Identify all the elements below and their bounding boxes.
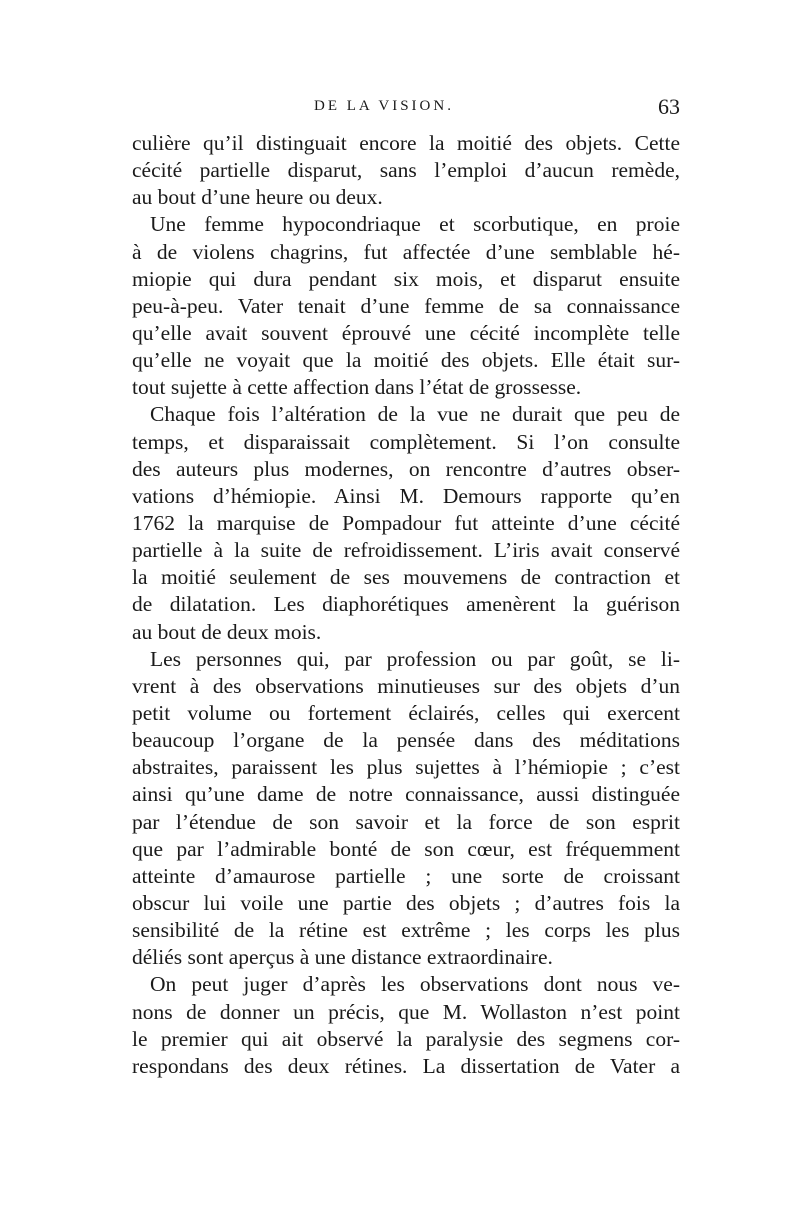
page-number: 63 xyxy=(658,94,680,119)
text-line: la moitié seulement de ses mouvemens de contraction et xyxy=(132,565,680,590)
text-line: Chaque fois l’altération de la vue ne durait que peu de xyxy=(150,402,680,427)
text-line: Une femme hypocondriaque et scorbutique, en proie xyxy=(150,212,680,237)
text-line: à de violens chagrins, fut affectée d’une semblable hé- xyxy=(132,239,680,264)
text-line: vations d’hémiopie. Ainsi M. Demours rapporte qu’en xyxy=(132,483,680,508)
text-line: abstraites, paraissent les plus sujettes à l’hémiopie ; c’est xyxy=(132,755,680,780)
text-line: partielle à la suite de refroidissement. L’iris avait conservé xyxy=(132,538,680,563)
text-line: peu-à-peu. Vater tenait d’une femme de sa connaissance xyxy=(132,293,680,318)
text-line: des auteurs plus modernes, on rencontre d’autres obser- xyxy=(132,456,680,481)
text-line: ainsi qu’une dame de notre connaissance, aussi distinguée xyxy=(132,782,680,807)
text-line: déliés sont aperçus à une distance extraordinaire. xyxy=(132,945,553,970)
text-line: petit volume ou fortement éclairés, celles qui exercent xyxy=(132,700,680,725)
running-head: DE LA VISION. xyxy=(314,98,454,114)
text-line: cécité partielle disparut, sans l’emploi d’aucun remède, xyxy=(132,158,680,183)
text-line: de dilatation. Les diaphorétiques amenèrent la guérison xyxy=(132,592,680,617)
text-line: beaucoup l’organe de la pensée dans des méditations xyxy=(132,728,680,753)
page-header xyxy=(132,94,680,128)
text-line: vrent à des observations minutieuses sur des objets d’un xyxy=(132,673,680,698)
text-line: temps, et disparaissait complètement. Si l’on consulte xyxy=(132,429,680,454)
text-line: Les personnes qui, par profession ou par goût, se li- xyxy=(150,646,680,671)
text-line: culière qu’il distinguait encore la moitié des objets. Cette xyxy=(132,131,680,155)
text-line: nons de donner un précis, que M. Wollaston n’est point xyxy=(132,999,680,1024)
text-line: miopie qui dura pendant six mois, et disparut ensuite xyxy=(132,266,680,291)
text-line: au bout de deux mois. xyxy=(132,619,322,644)
text-line: par l’étendue de son savoir et la force de son esprit xyxy=(132,809,680,834)
text-line: que par l’admirable bonté de son cœur, est fréquemment xyxy=(132,836,680,861)
text-line: au bout d’une heure ou deux. xyxy=(132,185,383,210)
text-line: tout sujette à cette affection dans l’état de grossesse. xyxy=(132,375,582,400)
text-line: sensibilité de la rétine est extrême ; les corps les plus xyxy=(132,918,680,943)
text-line: qu’elle ne voyait que la moitié des objets. Elle était sur- xyxy=(132,348,680,373)
body-text xyxy=(132,130,680,1080)
text-line: respondans des deux rétines. La dissertation de Vater a xyxy=(132,1053,680,1078)
text-line: le premier qui ait observé la paralysie des segmens cor- xyxy=(132,1026,680,1051)
text-line: atteinte d’amaurose partielle ; une sorte de croissant xyxy=(132,863,680,888)
text-line: 1762 la marquise de Pompadour fut atteinte d’une cécité xyxy=(132,510,680,535)
text-line: qu’elle avait souvent éprouvé une cécité incomplète telle xyxy=(132,320,680,345)
text-line: On peut juger d’après les observations dont nous ve- xyxy=(150,972,680,997)
text-line: obscur lui voile une partie des objets ; d’autres fois la xyxy=(132,890,680,915)
